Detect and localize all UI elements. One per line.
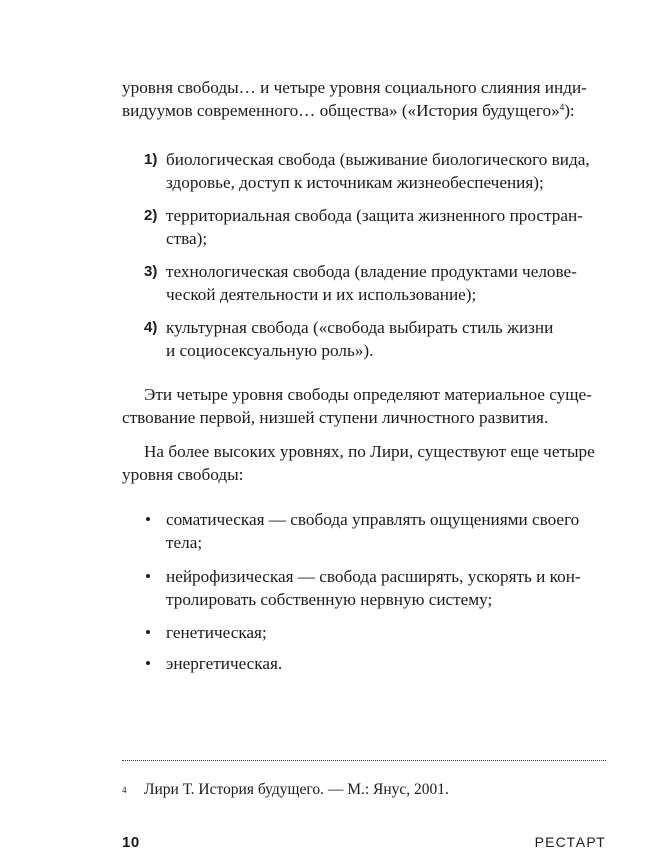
bullet-icon: • [145, 567, 152, 586]
list-item-line: культурная свобода («свобода выбирать стиль жизни [166, 318, 554, 337]
list-item-line: соматическая — свобода управлять ощущениями своего [166, 510, 580, 529]
footnote-number: 4 [122, 785, 127, 795]
list-number: 4) [144, 319, 158, 336]
bullet-icon: • [145, 623, 152, 642]
list-item-line: ческой деятельности и их использование); [166, 285, 477, 304]
list-item-line: тролировать собственную нервную систему; [166, 590, 493, 609]
running-title: РЕСТАРТ [534, 834, 606, 850]
list-item-line: биологическая свобода (выживание биологического вида, [166, 150, 590, 169]
bullet-icon: • [145, 510, 152, 529]
paragraph-continuation [122, 406, 606, 429]
page-number: 10 [122, 834, 140, 851]
footnote-reference: 4 [559, 102, 565, 112]
list-item-line: технологическая свобода (владение продуктами челове- [166, 262, 577, 281]
list-number: 1) [144, 151, 158, 168]
bullet-icon: • [145, 654, 152, 673]
paragraph-line: На более высоких уровнях, по Лири, существуют еще четыре [144, 442, 595, 461]
list-item-line: здоровье, доступ к источникам жизнеобеспечения); [166, 173, 544, 192]
intro-line-2: видуумов современного… общества» («История будущего»$^4$): [122, 101, 575, 120]
paragraph-continuation [122, 463, 606, 486]
list-item-line: нейрофизическая — свобода расширять, ускорять и кон- [166, 567, 581, 586]
paragraph-line: уровня свободы: [122, 465, 244, 484]
footnote-text: Лири Т. История будущего. — М.: Янус, 2001. [144, 781, 449, 798]
list-number: 2) [144, 207, 158, 224]
list-item-line: энергетическая. [166, 654, 283, 673]
list-item-line: территориальная свобода (защита жизненного простран- [166, 206, 583, 225]
footnote-separator [122, 760, 606, 761]
list-item-line: и социосексуальную роль»). [166, 341, 374, 360]
list-item-line: тела; [166, 533, 203, 552]
list-item-line: ства); [166, 229, 208, 248]
intro-paragraph [122, 76, 606, 122]
list-number: 3) [144, 263, 158, 280]
paragraph [144, 383, 606, 406]
paragraph-line: ствование первой, низшей ступени личностного развития. [122, 408, 549, 427]
list-item-line: генетическая; [166, 623, 267, 642]
intro-line-1: уровня свободы… и четыре уровня социального слияния инди- [122, 78, 587, 97]
paragraph-line: Эти четыре уровня свободы определяют материальное суще- [144, 385, 592, 404]
paragraph [144, 440, 606, 463]
